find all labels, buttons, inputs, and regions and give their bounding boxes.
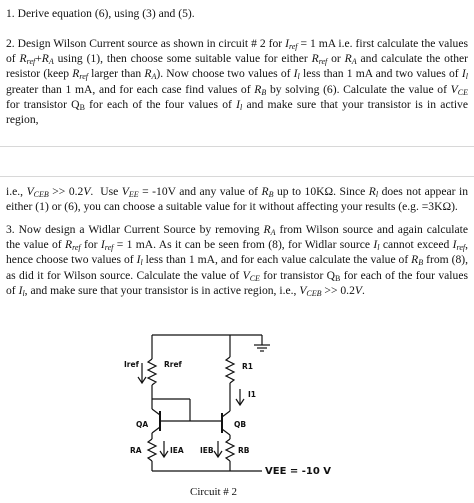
item-2-continuation: i.e., $V_{CEB} >> 0.2V$. Use $V_{EE} = -10V$ and any value of $R_B$ up to 10KΩ. Since $R_l$ does not appear in either (1) or (6), you can choose a suitable value for it without affecting your results (e.g. =3KΩ). — [6, 185, 468, 214]
circuit-diagram — [100, 327, 340, 487]
ieb-label: IEB — [200, 446, 214, 455]
rref-label: Rref — [164, 360, 182, 369]
page-divider-top — [0, 146, 474, 147]
item-3-text: 3. Now design a Widlar Current Source by removing $R_A$ from Wilson source and again calculate the value of $R_{ref}$ for $I_{ref} = 1$ mA. As it can be seen from (8), for Widlar source $I_l$ cannot exceed $I_{ref}$, hence choose two values of $I_l$ less than 1 mA, and for each value calculate the value of $R_B$ from (8), as did it for Wilson source. Calculate the value of $V_{CE}$ for transistor $Q_B$ for each of the four values of $I_l$, and make sure that your transistor is in active region, i.e., $V_{CEB} >> 0.2V$. — [6, 223, 468, 298]
iref-label: Iref — [124, 360, 139, 369]
r1-label: R1 — [242, 362, 253, 371]
qb-emitter — [222, 429, 230, 435]
qb-label: QB — [234, 420, 247, 429]
r1-resistor — [226, 357, 234, 383]
rb-label: RB — [238, 446, 250, 455]
item-2-text: 2. Design Wilson Current source as shown in circuit # 2 for $I_{ref} = 1$ mA i.e. first calculate the values of $R_{ref}+R_A$ using (1), then choose some suitable value for either $R_{ref}$ or $R_A$ and calculate the other resistor (keep $R_{ref}$ larger than $R_A$). Now choose two values of $I_l$ less than 1 mA and two values of $I_l$ greater than 1 mA, and for each case find values of $R_B$ by solving (6). Calculate the value of $V_{CE}$ for transistor $Q_B$ for each of the four values of $I_l$ and make sure that your transistor is in active region, — [6, 37, 469, 127]
rref-resistor — [148, 359, 156, 385]
iea-label: IEA — [170, 446, 184, 455]
qa-label: QA — [136, 420, 149, 429]
ra-resistor — [148, 439, 156, 461]
rb-resistor — [226, 439, 234, 461]
vee-label: VEE = -10 V — [265, 466, 332, 477]
circuit-caption: Circuit # 2 — [190, 486, 238, 498]
item-1-content: 1. Derive equation (6), using (3) and (5). — [6, 7, 195, 20]
ra-label: RA — [130, 446, 142, 455]
qa-collector — [152, 409, 160, 415]
qb-collector — [222, 411, 230, 417]
qa-emitter — [152, 427, 160, 433]
page-divider-bottom — [0, 176, 474, 177]
i1-label: I1 — [248, 390, 257, 399]
item-1-text — [6, 6, 468, 21]
